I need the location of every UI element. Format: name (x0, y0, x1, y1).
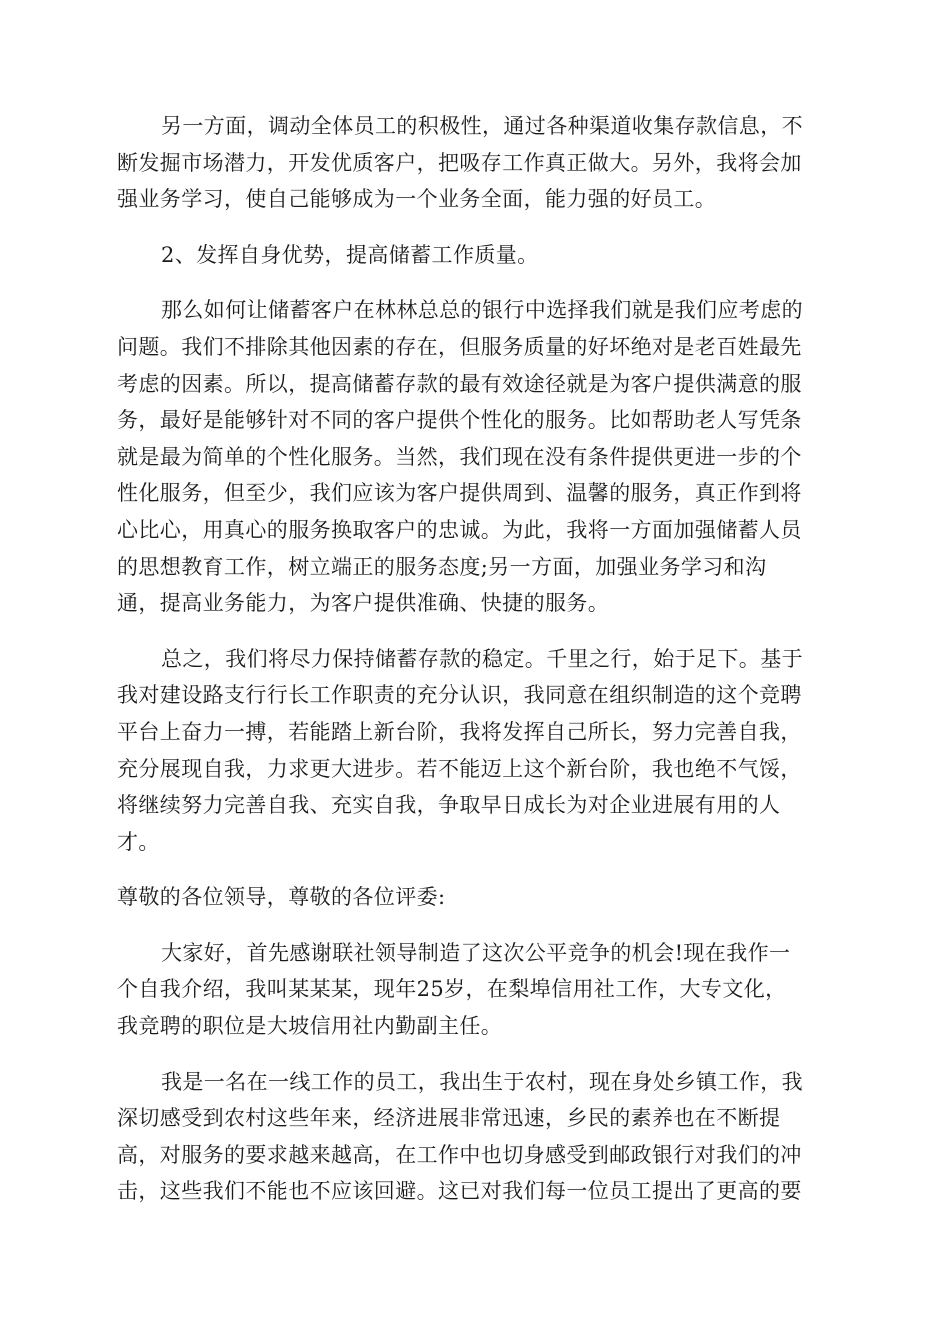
paragraph-spacer (117, 622, 833, 641)
paragraph-2 (117, 237, 833, 274)
text-line: 击，这些我们不能也不应该回避。这已对我们每一位员工提出了更高的要 (117, 1179, 802, 1204)
text-line: 高，对服务的要求越来越高，在工作中也切身感受到邮政银行对我们的冲 (117, 1142, 802, 1167)
text-line: 我竞聘的职位是大坡信用社内勤副主任。 (117, 1014, 503, 1039)
text-line: 大家好，首先感谢联社领导制造了这次公平竞争的机会!现在我作一 (161, 940, 791, 965)
text-line: 2、发挥自身优势，提高储蓄工作质量。 (161, 242, 539, 267)
text-line: 另一方面，调动全体员工的积极性，通过各种渠道收集存款信息，不 (161, 114, 803, 138)
text-line: 我是一名在一线工作的员工，我出生于农村，现在身处乡镇工作，我 (161, 1069, 803, 1094)
text-line: 心比心，用真心的服务换取客户的忠诚。为此，我将一方面加强储蓄人员 (117, 517, 802, 542)
text-line: 平台上奋力一搏，若能踏上新台阶，我将发挥自己所长，努力完善自我， (117, 719, 802, 744)
paragraph-spacer (117, 916, 833, 935)
text-line: 才。 (117, 829, 160, 854)
text-line: 问题。我们不排除其他因素的存在，但服务质量的好坏绝对是老百姓最先 (117, 334, 802, 359)
text-line: 将继续努力完善自我、充实自我，争取早日成长为对企业进展有用的人 (117, 793, 781, 818)
paragraph-spacer (117, 273, 833, 292)
paragraph-spacer (117, 218, 833, 237)
text-line: 总之，我们将尽力保持储蓄存款的稳定。千里之行，始于足下。基于 (161, 646, 803, 671)
paragraph-4 (117, 641, 833, 861)
text-line: 强业务学习，使自己能够成为一个业务全面，能力强的好员工。 (117, 187, 717, 212)
text-line: 我对建设路支行行长工作职责的充分认识，我同意在组织制造的这个竞聘 (117, 683, 802, 708)
document-body (117, 108, 833, 1210)
text-line: 那么如何让储蓄客户在林林总总的银行中选择我们就是我们应考虑的 (161, 298, 803, 323)
paragraph-7 (117, 1064, 833, 1210)
paragraph-6 (117, 935, 833, 1045)
paragraph-spacer (117, 1045, 833, 1064)
text-line: 个自我介绍，我叫某某某，现年25岁，在梨埠信用社工作，大专文化， (117, 977, 787, 1002)
text-line: 充分展现自我，力求更大进步。若不能迈上这个新台阶，我也绝不气馁， (117, 756, 802, 781)
paragraph-3 (117, 292, 833, 621)
paragraph-spacer (117, 860, 833, 879)
text-line: 尊敬的各位领导，尊敬的各位评委: (117, 885, 446, 910)
salutation (117, 879, 833, 916)
paragraph-1 (117, 108, 833, 218)
text-line: 务，最好是能够针对不同的客户提供个性化的服务。比如帮助老人写凭条 (117, 408, 802, 433)
text-line: 的思想教育工作，树立端正的服务态度;另一方面，加强业务学习和沟 (117, 554, 767, 579)
text-line: 深切感受到农村这些年来，经济进展非常迅速，乡民的素养也在不断提 (117, 1106, 781, 1131)
text-line: 通，提高业务能力，为客户提供准确、快捷的服务。 (117, 591, 610, 616)
text-line: 断发掘市场潜力，开发优质客户，把吸存工作真正做大。另外，我将会加 (117, 150, 802, 175)
text-line: 就是最为简单的个性化服务。当然，我们现在没有条件提供更进一步的个 (117, 444, 802, 469)
text-line: 性化服务，但至少，我们应该为客户提供周到、温馨的服务，真正作到将 (117, 481, 802, 506)
text-line: 考虑的因素。所以，提高储蓄存款的最有效途径就是为客户提供满意的服 (117, 371, 802, 396)
